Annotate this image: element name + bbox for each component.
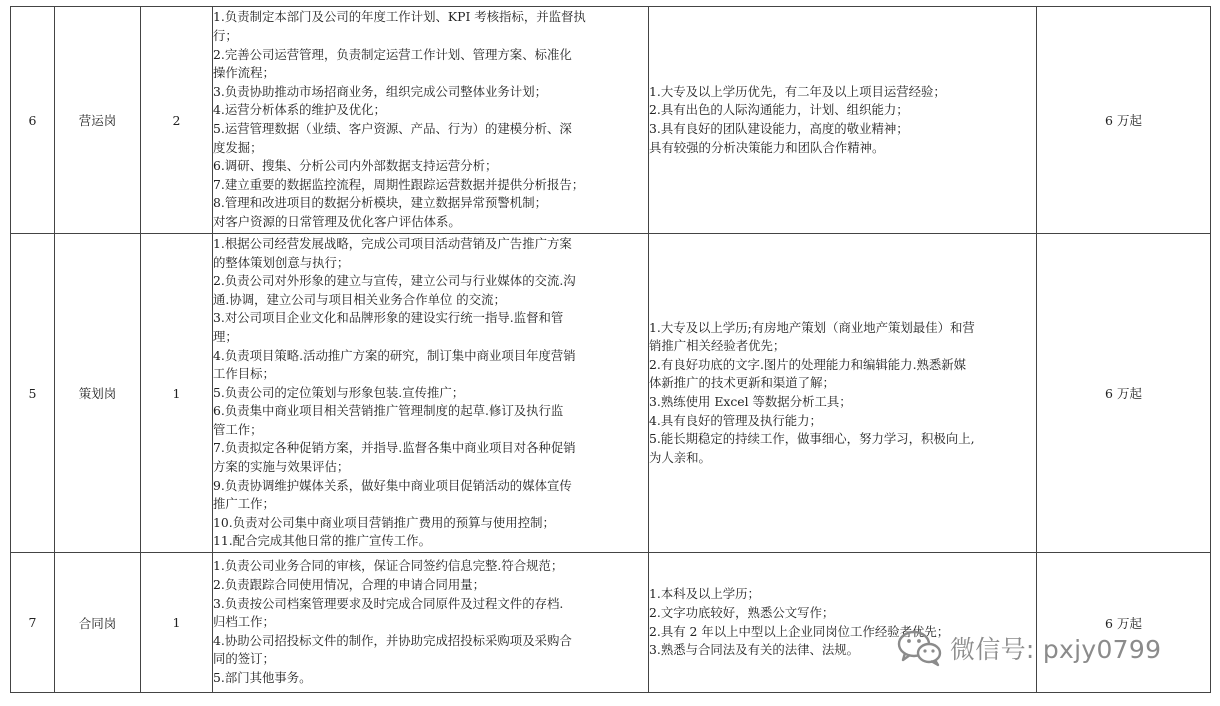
requirement-line: 5.能长期稳定的持续工作，做事细心，努力学习，积极向上, [649, 431, 975, 447]
salary: 6 万起 [1037, 234, 1211, 553]
requirements-cell [649, 234, 1037, 553]
job-table [10, 6, 1211, 693]
duty-line: 1.负责制定本部门及公司的年度工作计划、KPI 考核指标，并监督执 [213, 9, 586, 25]
requirement-line: 销推广相关经验者优先； [649, 338, 786, 354]
watermark-text: 微信号: pxjy0799 [950, 635, 1162, 664]
duties-cell [213, 553, 649, 693]
duty-line: 3.负责协助推动市场招商业务，组织完成公司整体业务计划； [213, 83, 547, 99]
requirement-line: 体新推广的技术更新和渠道了解； [649, 375, 835, 391]
duty-line: 6.调研、搜集、分析公司内外部数据支持运营分析； [213, 158, 498, 174]
position-name: 策划岗 [55, 234, 141, 553]
duty-line: 的整体策划创意与执行； [213, 254, 350, 270]
duty-line: 7.建立重要的数据监控流程，周期性跟踪运营数据并提供分析报告； [213, 176, 585, 192]
requirement-line: 3.熟悉与合同法及有关的法律、法规。 [649, 642, 860, 658]
table-row [11, 234, 1211, 553]
duties-cell [213, 234, 649, 553]
duty-line: 3.对公司项目企业文化和品牌形象的建设实行统一指导.监督和管 [213, 310, 564, 326]
duty-line: 6.负责集中商业项目相关营销推广管理制度的起草.修订及执行监 [213, 403, 564, 419]
row-index: 5 [11, 234, 55, 553]
row-index: 7 [11, 553, 55, 693]
duty-line: 对客户资源的日常管理及优化客户评估体系。 [213, 213, 461, 229]
requirement-line: 1.大专及以上学历优先，有二年及以上项目运营经验； [649, 83, 946, 99]
requirement-line: 2.文字功底较好，熟悉公文写作； [649, 604, 835, 620]
wechat-icon [896, 628, 944, 668]
requirement-line: 2.具有 2 年以上中型以上企业同岗位工作经验者优先； [649, 623, 950, 639]
duty-line: 推广工作； [213, 496, 275, 512]
duty-line: 工作目标； [213, 366, 275, 382]
duty-line: 4.协助公司招投标文件的制作，并协助完成招投标采购项及采购合 [213, 632, 572, 648]
duty-line: 8.管理和改进项目的数据分析模块，建立数据异常预警机制； [213, 195, 547, 211]
requirement-line: 为人亲和。 [649, 449, 711, 465]
duty-line: 2.负责跟踪合同使用情况，合理的申请合同用量； [213, 577, 486, 593]
duties-cell [213, 7, 649, 234]
duty-line: 5.部门其他事务。 [213, 669, 312, 685]
duty-line: 归档工作； [213, 614, 275, 630]
duty-line: 11.配合完成其他日常的推广宣传工作。 [213, 533, 431, 549]
requirement-line: 2.具有出色的人际沟通能力，计划、组织能力； [649, 102, 909, 118]
table-row [11, 7, 1211, 234]
headcount: 2 [141, 7, 213, 234]
duty-line: 5.运营管理数据（业绩、客户资源、产品、行为）的建模分析、深 [213, 121, 572, 136]
requirement-line: 4.具有良好的管理及执行能力； [649, 412, 822, 428]
position-name: 营运岗 [55, 7, 141, 234]
duty-line: 7.负责拟定各种促销方案，并指导.监督各集中商业项目对各种促销 [213, 440, 576, 456]
duty-line: 4.运营分析体系的维护及优化； [213, 102, 386, 118]
duty-line: 5.负责公司的定位策划与形象包装.宣传推广； [213, 384, 465, 400]
duty-line: 行； [213, 28, 238, 44]
table-row [11, 553, 1211, 693]
duty-line: 通.协调，建立公司与项目相关业务合作单位 的交流； [213, 291, 506, 307]
salary: 6 万起 [1037, 553, 1211, 693]
duty-line: 理； [213, 328, 238, 344]
requirement-line: 1.本科及以上学历； [649, 586, 760, 602]
row-index: 6 [11, 7, 55, 234]
duty-line: 2.完善公司运营管理，负责制定运营工作计划、管理方案、标准化 [213, 46, 572, 62]
duty-line: 1.根据公司经营发展战略，完成公司项目活动营销及广告推广方案 [213, 235, 572, 251]
duty-line: 同的签订； [213, 651, 275, 667]
headcount: 1 [141, 553, 213, 693]
duty-line: 方案的实施与效果评估； [213, 459, 350, 475]
requirements-cell [649, 7, 1037, 234]
duty-line: 4.负责项目策略.活动推广方案的研究，制订集中商业项目年度营销 [213, 347, 576, 363]
requirement-line: 1.大专及以上学历;有房地产策划（商业地产策划最佳）和营 [649, 319, 975, 335]
duty-line: 度发掘； [213, 139, 263, 155]
requirement-line: 2.有良好功底的文字.图片的处理能力和编辑能力.熟悉新媒 [649, 356, 967, 372]
duty-line: 管工作； [213, 421, 263, 437]
duty-line: 3.负责按公司档案管理要求及时完成合同原件及过程文件的存档. [213, 595, 564, 611]
requirements-cell [649, 553, 1037, 693]
position-name: 合同岗 [55, 553, 141, 693]
requirement-line: 具有较强的分析决策能力和团队合作精神。 [649, 139, 885, 155]
duty-line: 9.负责协调维护媒体关系，做好集中商业项目促销活动的媒体宣传 [213, 477, 572, 493]
headcount: 1 [141, 234, 213, 553]
duty-line: 1.负责公司业务合同的审核，保证合同签约信息完整.符合规范； [213, 558, 564, 574]
duty-line: 操作流程； [213, 65, 275, 81]
duty-line: 2.负责公司对外形象的建立与宣传，建立公司与行业媒体的交流.沟 [213, 273, 576, 289]
duty-line: 10.负责对公司集中商业项目营销推广费用的预算与使用控制； [213, 514, 555, 530]
requirement-line: 3.具有良好的团队建设能力，高度的敬业精神； [649, 121, 909, 136]
requirement-line: 3.熟练使用 Excel 等数据分析工具； [649, 394, 852, 409]
salary: 6 万起 [1037, 7, 1211, 234]
wechat-watermark [896, 628, 1161, 668]
